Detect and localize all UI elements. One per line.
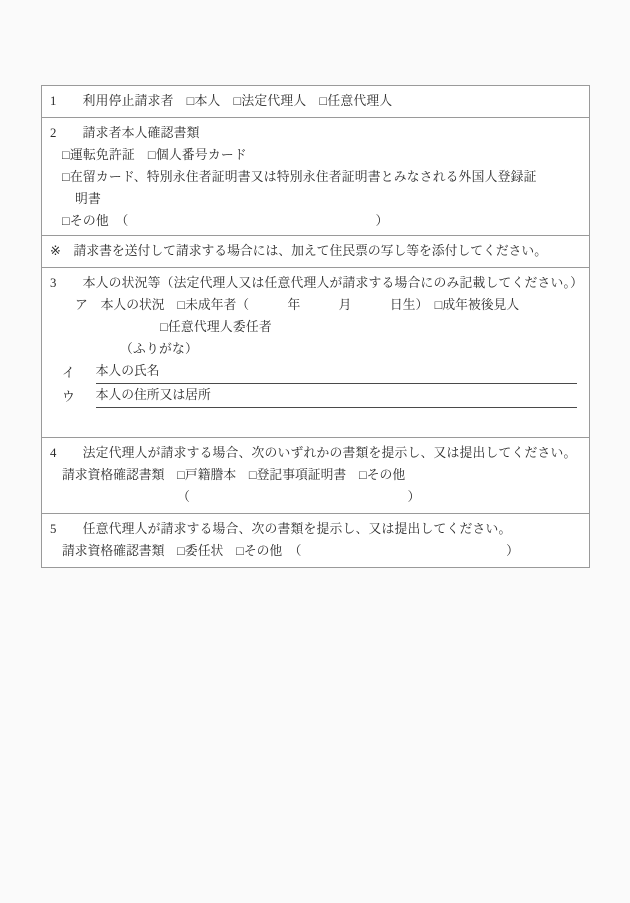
table-row-section-4: [42, 438, 590, 514]
section-1-cell: [42, 86, 590, 118]
section-1-line: 1 利用停止請求者 □本人 □法定代理人 □任意代理人: [50, 94, 393, 108]
section-2-option-line-2b: 明書: [75, 192, 101, 206]
item-u-label: 本人の住所又は居所: [96, 384, 211, 408]
table-row-section-2-note: [42, 236, 590, 268]
section-3-bottom-spacer: [48, 408, 583, 434]
section-2-option-line-1: □運転免許証 □個人番号カード: [62, 148, 247, 162]
item-i-marker: イ: [62, 366, 75, 380]
note-marker: ※: [50, 244, 61, 258]
field-row-address: [48, 384, 583, 408]
furigana-label: （ふりがな）: [120, 342, 198, 356]
item-i-label: 本人の氏名: [96, 360, 160, 384]
item-a-option-2: □任意代理人委任者: [160, 320, 272, 334]
section-5-docs-options: □委任状 □その他 （ ）: [177, 544, 519, 558]
section-2-option-line-2a: □在留カード、特別永住者証明書又は特別永住者証明書とみなされる外国人登録証: [62, 170, 537, 184]
section-4-docs-gap: [164, 464, 177, 486]
item-a-label: 本人の状況: [100, 298, 165, 312]
section-5-cell: [42, 514, 590, 568]
section-3-heading: 3 本人の状況等（法定代理人又は任意代理人が請求する場合にのみ記載してください。）: [50, 276, 584, 290]
section-5-docs-gap: [164, 540, 177, 562]
table-row-section-3: [42, 268, 590, 438]
section-4-heading: 4 法定代理人が請求する場合、次のいずれかの書類を提示し、又は提出してください。: [50, 446, 577, 460]
section-2-cell: [42, 118, 590, 236]
table-row-section-5: [42, 514, 590, 568]
section-4-docs-label: 請求資格確認書類: [62, 468, 165, 482]
item-a-options: □未成年者（ 年 月 日生） □成年被後見人: [177, 298, 520, 312]
table-row-section-1: [42, 86, 590, 118]
section-2-option-line-3: □その他 （ ）: [62, 214, 389, 228]
item-a-marker: ア: [75, 298, 88, 312]
item-i-gap: [79, 362, 96, 384]
section-3-cell: [42, 268, 590, 438]
section-5-docs-row: [48, 540, 583, 562]
name-input-rule[interactable]: [160, 366, 578, 384]
section-5-docs-label: 請求資格確認書類: [62, 544, 165, 558]
section-2-heading: 2 請求者本人確認書類: [50, 126, 200, 140]
section-3-item-a-row: [48, 294, 583, 316]
request-form-table: [41, 85, 590, 568]
item-u-marker: ウ: [62, 390, 75, 404]
note-gap: [61, 240, 74, 262]
note-text: 請求書を送付して請求する場合には、加えて住民票の写し等を添付してください。: [73, 244, 548, 258]
item-a-gap: [88, 294, 101, 316]
address-input-rule[interactable]: [211, 390, 577, 408]
section-5-heading: 5 任意代理人が請求する場合、次の書類を提示し、又は提出してください。: [50, 522, 512, 536]
section-4-docs-options: □戸籍謄本 □登記事項証明書 □その他 （ ）: [177, 468, 421, 504]
field-row-name: [48, 360, 583, 384]
section-2-note-cell: [42, 236, 590, 268]
section-4-docs-row: [48, 464, 583, 508]
item-u-gap: [79, 386, 96, 408]
item-a-gap-2: [165, 294, 178, 316]
table-row-section-2: [42, 118, 590, 236]
note-row: [48, 240, 583, 262]
section-4-cell: [42, 438, 590, 514]
